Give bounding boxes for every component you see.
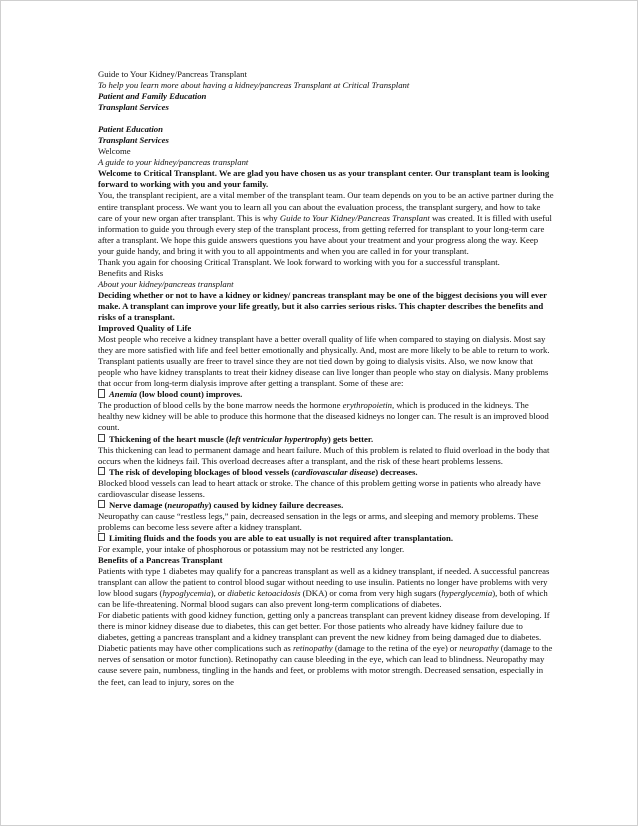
doc-subtitle: To help you learn more about having a kidney/pancreas Transplant at Critical Transplant [98, 80, 410, 91]
fluids-paragraph: For example, your intake of phosphorous or potassium may not be restricted any longer. [98, 543, 405, 554]
pancreas-heading: Benefits of a Pancreas Transplant [98, 555, 223, 566]
nerve-paragraph: Neuropathy can cause “restless legs,” pain, decreased sensation in the legs or arms, and sleeping and memory problems. These problems can become less severe after a kidney transplant. [98, 510, 539, 532]
spacer [98, 113, 554, 124]
bullet-box-icon [98, 467, 105, 476]
heart-paragraph: This thickening can lead to permanent damage and heart failure. Much of this problem is related to fluid overload in the body that occurs when the kidneys fail. This overload decreases after a transplant, and the risk of these heart problems lessens. [98, 444, 550, 466]
bullet-heart: Thickening of the heart muscle (left ventricular hypertrophy) gets better. [98, 434, 554, 445]
org2-line-2: Transplant Services [98, 135, 169, 146]
doc-title: Guide to Your Kidney/Pancreas Transplant [98, 69, 247, 79]
bullet-nerve: Nerve damage (neuropathy) caused by kidney failure decreases. [98, 500, 554, 511]
bullet-box-icon [98, 533, 105, 542]
welcome-intro: Welcome to Critical Transplant. We are glad you have chosen us as your transplant center. Our transplant team is looking forward to working with you and your family. [98, 168, 550, 190]
org-line-1: Patient and Family Education [98, 91, 207, 102]
bullet-fluids: Limiting fluids and the foods you are able to eat usually is not required after transplantation. [98, 533, 554, 544]
quality-of-life-heading: Improved Quality of Life [98, 323, 192, 334]
bullet-anemia: Anemia (low blood count) improves. [98, 389, 554, 400]
bullet-box-icon [98, 500, 105, 509]
pancreas-paragraph-1: Patients with type 1 diabetes may qualify for a pancreas transplant as well as a kidney transplant, if needed. A successful pancreas transplant can allow the patient to control blood sugar without needing to use insulin. Patients no longer have problems with very low blood sugars (hypoglycemia), or diabetic ketoacidosis (DKA) or coma from very high sugars (hyperglycemia), both of which can be life-threatening. Normal blood sugars can also prevent long-term complications of diabetes. [98, 566, 550, 610]
pancreas-paragraph-2: For diabetic patients with good kidney function, getting only a pancreas transplant can prevent kidney disease from developing. If there is minor kidney disease due to diabetes, this can get better. For those patients who already have kidney failure due to diabetes, getting a pancreas transplant and a kidney transplant can prevent the new kidney from being damaged due to diabetes. Diabetic patients may have other complications such as retinopathy (damage to the retina of the eye) or neuropathy (damage to the nerves of sensation or motor function). Retinopathy can cause bleeding in the eye, which can lead to blindness. Neuropathy may cause severe pain, numbness, tingling in the hands and feet, or problems with motor strength. Decreased sensation, especially in the feet, can lead to injury, sores on the [98, 610, 553, 687]
blood-vessels-paragraph: Blocked blood vessels can lead to heart attack or stroke. The chance of this problem getting worse in patients who already have cardiovascular disease lessens. [98, 477, 541, 499]
welcome-paragraph-2: Thank you again for choosing Critical Transplant. We look forward to working with you for a successful transplant. [98, 256, 500, 267]
anemia-paragraph: The production of blood cells by the bone marrow needs the hormone erythropoietin, which is produced in the kidneys. The healthy new kidney will be able to produce this hormone that the diseased kidneys no longer can. The result is an improved blood count. [98, 400, 549, 433]
bullet-blood-vessels: The risk of developing blockages of blood vessels (cardiovascular disease) decreases. [98, 467, 554, 478]
benefits-subheading: About your kidney/pancreas transplant [98, 278, 234, 289]
welcome-paragraph-1: You, the transplant recipient, are a vital member of the transplant team. Our team depends on you to be an active partner during the entire transplant process. We want you to learn all you can about the evaluation process, the transplant surgery, and how to take care of your new organ after transplant. This is why Guide to Your Kidney/Pancreas Transplant was created. It is filled with useful information to guide you through every step of the transplant process, from getting referred for transplant to your long-term care after a transplant. We hope this guide answers questions you have about your treatment and your progress along the way. Keep your guide handy, and bring it with you to all appointments and when you are called in for your transplant. [98, 190, 554, 256]
bullet-box-icon [98, 389, 105, 398]
quality-of-life-paragraph: Most people who receive a kidney transplant have a better overall quality of life when compared to staying on dialysis. Most say they are more satisfied with life and feel better emotionally and physically. And, most are more likely to be able to return to work. Transplant patients usually are freer to travel since they are not tied down by going to dialysis visits. Also, we now know that people who have kidney transplants to treat their kidney disease can live longer than people who stay on dialysis. Many problems that occur from long-term dialysis improve after getting a transplant. Some of these are: [98, 334, 550, 389]
welcome-subheading: A guide to your kidney/pancreas transplant [98, 157, 249, 168]
benefits-heading: Benefits and Risks [98, 267, 164, 278]
benefits-intro: Deciding whether or not to have a kidney or kidney/ pancreas transplant may be one of the biggest decisions you will ever make. A transplant can improve your life greatly, but it also carries serious risks. This chapter describes the benefits and risks of a transplant. [98, 289, 547, 322]
bullet-box-icon [98, 434, 105, 443]
welcome-heading: Welcome [98, 146, 131, 157]
org-line-2: Transplant Services [98, 102, 169, 113]
org2-line-1: Patient Education [98, 124, 163, 135]
document-body [98, 69, 554, 688]
